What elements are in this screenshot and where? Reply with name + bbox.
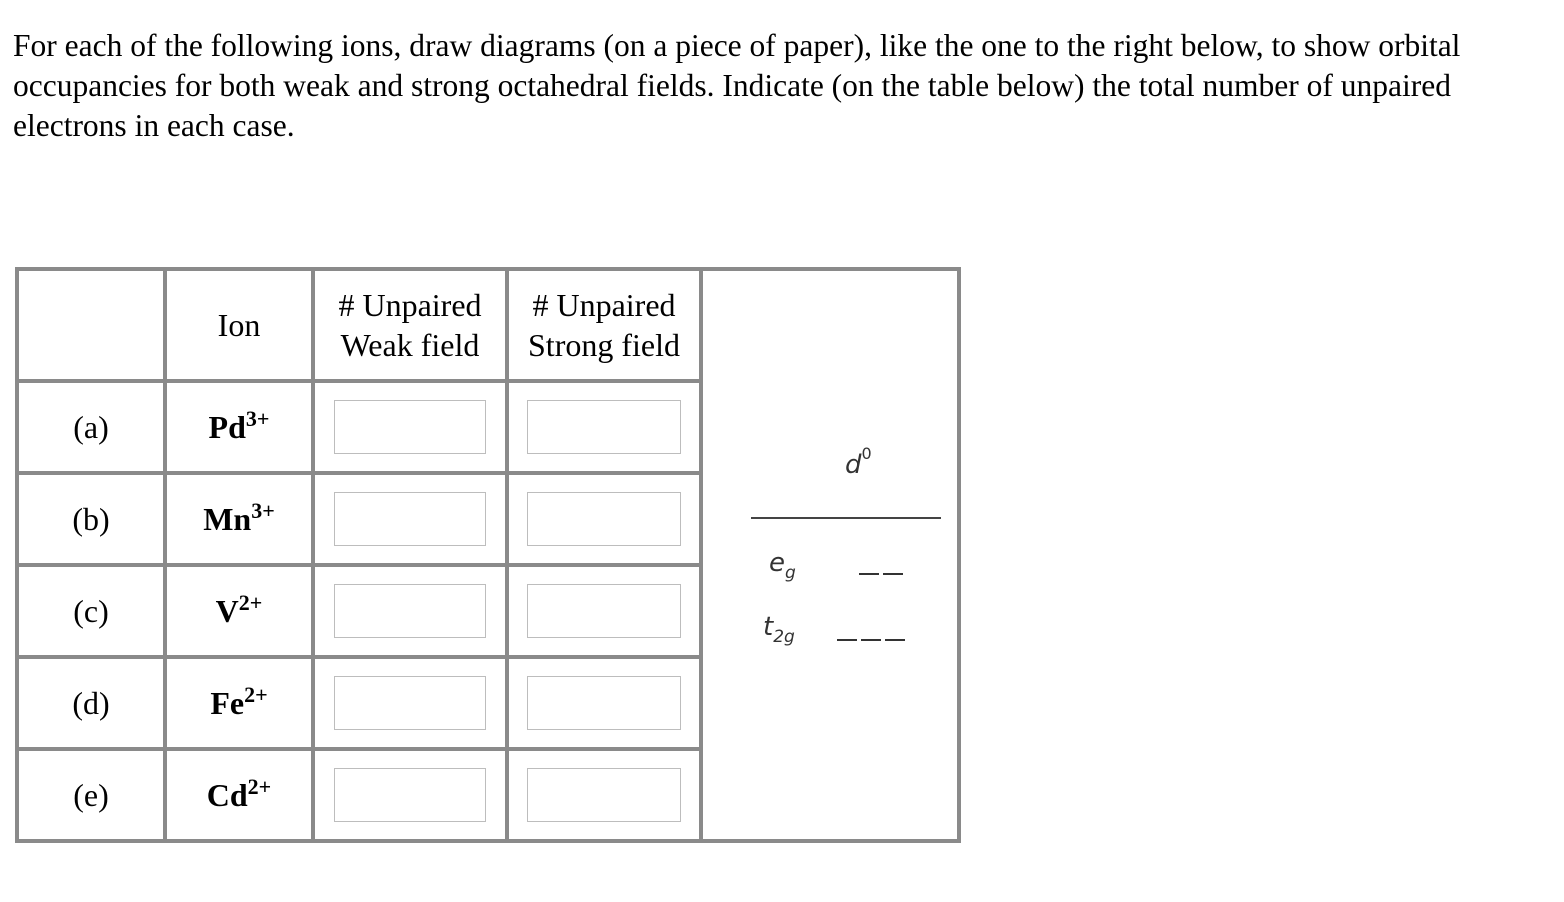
- weak-field-input[interactable]: [334, 492, 486, 546]
- row-label: (a): [17, 381, 165, 473]
- ion-symbol: Fe: [210, 685, 245, 721]
- ion-cell: [165, 381, 313, 473]
- electron-config-label: [845, 445, 872, 485]
- orbital-diagram: [703, 271, 957, 835]
- ion-charge: 3+: [245, 406, 270, 431]
- strong-field-input[interactable]: [527, 768, 681, 822]
- header-strong-field: [507, 269, 701, 381]
- header-strong-line2: Strong field: [528, 327, 680, 363]
- row-label: (b): [17, 473, 165, 565]
- unpaired-electrons-table: [15, 267, 961, 843]
- weak-field-input[interactable]: [334, 400, 486, 454]
- strong-cell: [507, 565, 701, 657]
- t2g-orbital-1: [837, 639, 857, 641]
- table-header-row: [17, 269, 959, 381]
- row-label: (d): [17, 657, 165, 749]
- header-weak-line1: # Unpaired: [338, 287, 482, 323]
- strong-cell: [507, 381, 701, 473]
- header-ion-label: Ion: [217, 307, 261, 343]
- orbital-diagram-cell: [701, 269, 959, 841]
- ion-cell: [165, 565, 313, 657]
- instructions-text: For each of the following ions, draw diagrams (on a piece of paper), like the one to the right below, to show orbital occupancies for both weak and strong octahedral fields. Indicate (on the table below) the total number of unpaired electrons in each case.: [13, 28, 1461, 143]
- ion-symbol: Pd: [208, 409, 246, 445]
- weak-cell: [313, 657, 507, 749]
- config-base: d: [845, 450, 862, 480]
- header-ion: [165, 269, 313, 381]
- ion-cell: [165, 749, 313, 841]
- ion-cell: [165, 657, 313, 749]
- strong-field-input[interactable]: [527, 492, 681, 546]
- eg-orbital-2: [883, 573, 903, 575]
- weak-field-input[interactable]: [334, 768, 486, 822]
- ion-charge: 2+: [244, 682, 268, 707]
- weak-cell: [313, 473, 507, 565]
- eg-subscript: g: [785, 563, 796, 583]
- weak-cell: [313, 565, 507, 657]
- weak-field-input[interactable]: [334, 676, 486, 730]
- eg-base: e: [769, 548, 785, 578]
- header-weak-field: [313, 269, 507, 381]
- row-label: (c): [17, 565, 165, 657]
- ion-charge: 2+: [238, 590, 263, 615]
- header-empty-cell: [17, 269, 165, 381]
- ion-charge: 3+: [251, 498, 275, 523]
- header-strong-line1: # Unpaired: [532, 287, 676, 323]
- strong-cell: [507, 749, 701, 841]
- weak-field-input[interactable]: [334, 584, 486, 638]
- strong-cell: [507, 473, 701, 565]
- t2g-orbital-2: [861, 639, 881, 641]
- t2g-label: [763, 607, 795, 647]
- weak-cell: [313, 381, 507, 473]
- strong-field-input[interactable]: [527, 584, 681, 638]
- weak-cell: [313, 749, 507, 841]
- ion-symbol: Cd: [206, 777, 248, 813]
- strong-field-input[interactable]: [527, 676, 681, 730]
- config-exponent: 0: [861, 444, 872, 463]
- ion-charge: 2+: [247, 774, 272, 799]
- t2g-subscript: 2g: [773, 627, 795, 647]
- t2g-orbital-3: [885, 639, 905, 641]
- ion-symbol: V: [215, 593, 239, 629]
- eg-label: [769, 543, 796, 583]
- diagram-divider: [751, 517, 941, 519]
- ion-cell: [165, 473, 313, 565]
- eg-orbital-1: [859, 573, 879, 575]
- t2g-base: t: [763, 612, 774, 642]
- header-weak-line2: Weak field: [340, 327, 480, 363]
- ion-symbol: Mn: [203, 501, 252, 537]
- strong-cell: [507, 657, 701, 749]
- strong-field-input[interactable]: [527, 400, 681, 454]
- row-label: (e): [17, 749, 165, 841]
